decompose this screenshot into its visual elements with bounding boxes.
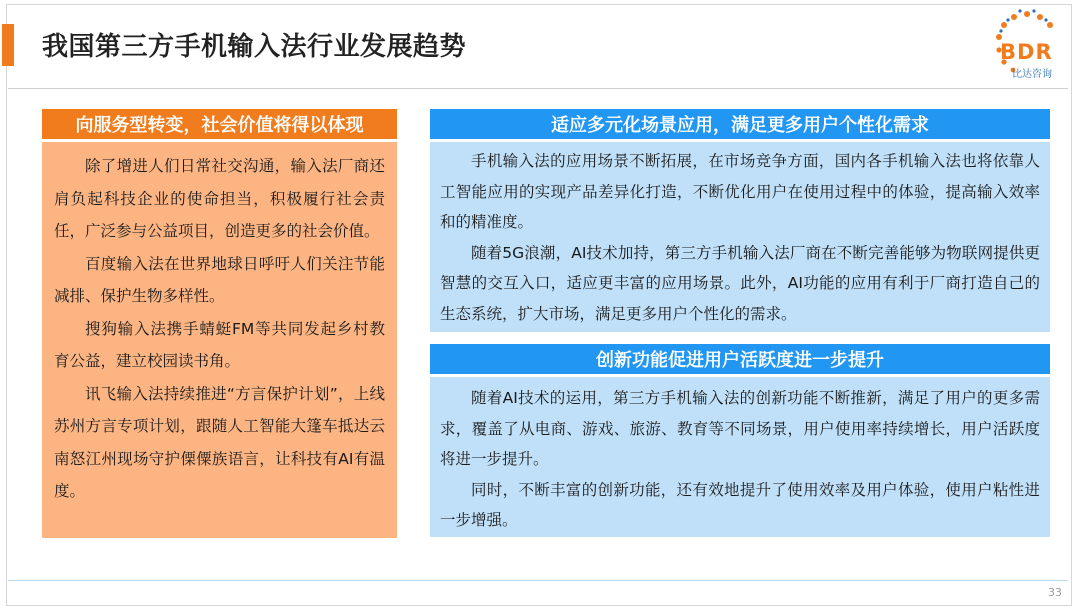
- right-bottom-section-body: [430, 377, 1050, 537]
- header-divider: [8, 88, 1068, 89]
- right-bottom-paragraph-2: 同时，不断丰富的创新功能，还有效地提升了使用效率及用户体验，使用户粘性进一步增强。: [440, 480, 1040, 529]
- right-bottom-paragraph-1: 随着AI技术的运用，第三方手机输入法的创新功能不断推新，满足了用户的更多需求，覆盖了从电商、游戏、旅游、教育等不同场景，用户使用率持续增长，用户活跃度将进一步提升。: [440, 389, 1040, 468]
- right-top-section-body: [430, 142, 1050, 332]
- page-number: 33: [1048, 586, 1062, 599]
- right-bottom-section-header: 创新功能促进用户活跃度进一步提升: [430, 344, 1050, 374]
- left-section-header: 向服务型转变，社会价值将得以体现: [42, 109, 397, 139]
- bdr-logo: [990, 8, 1064, 82]
- slide-title: 我国第三方手机输入法行业发展趋势: [42, 32, 467, 62]
- title-accent-bar: [2, 24, 14, 66]
- left-section-body: [42, 142, 397, 538]
- left-paragraph-1: 除了增进人们日常社交沟通，输入法厂商还肩负起科技企业的使命担当，积极履行社会责任，广泛参与公益项目，创造更多的社会价值。: [54, 157, 385, 240]
- footer-divider: [8, 580, 1068, 581]
- right-top-paragraph-1: 手机输入法的应用场景不断拓展，在市场竞争方面，国内各手机输入法也将依靠人工智能应用的实现产品差异化打造，不断优化用户在使用过程中的体验，提高输入效率和的精准度。: [440, 152, 1040, 231]
- right-top-paragraph-2: 随着5G浪潮，AI技术加持，第三方手机输入法厂商在不断完善能够为物联网提供更智慧的交互入口，适应更丰富的应用场景。此外，AI功能的应用有利于厂商打造自己的生态系统，扩大市场，满足更多用户个性化的需求。: [440, 243, 1040, 323]
- left-paragraph-3: 搜狗输入法携手蜻蜓FM等共同发起乡村教育公益，建立校园读书角。: [54, 319, 385, 370]
- left-paragraph-2: 百度输入法在世界地球日呼吁人们关注节能减排、保护生物多样性。: [54, 254, 385, 305]
- logo-text: BDR: [1000, 40, 1053, 64]
- left-paragraph-4: 讯飞输入法持续推进“方言保护计划”，上线苏州方言专项计划，跟随人工智能大篷车抵达云南怒江州现场守护傈僳族语言，让科技有AI有温度。: [54, 384, 385, 500]
- logo-subtitle: 比达咨询: [1012, 69, 1052, 80]
- right-top-section-header: 适应多元化场景应用，满足更多用户个性化需求: [430, 109, 1050, 139]
